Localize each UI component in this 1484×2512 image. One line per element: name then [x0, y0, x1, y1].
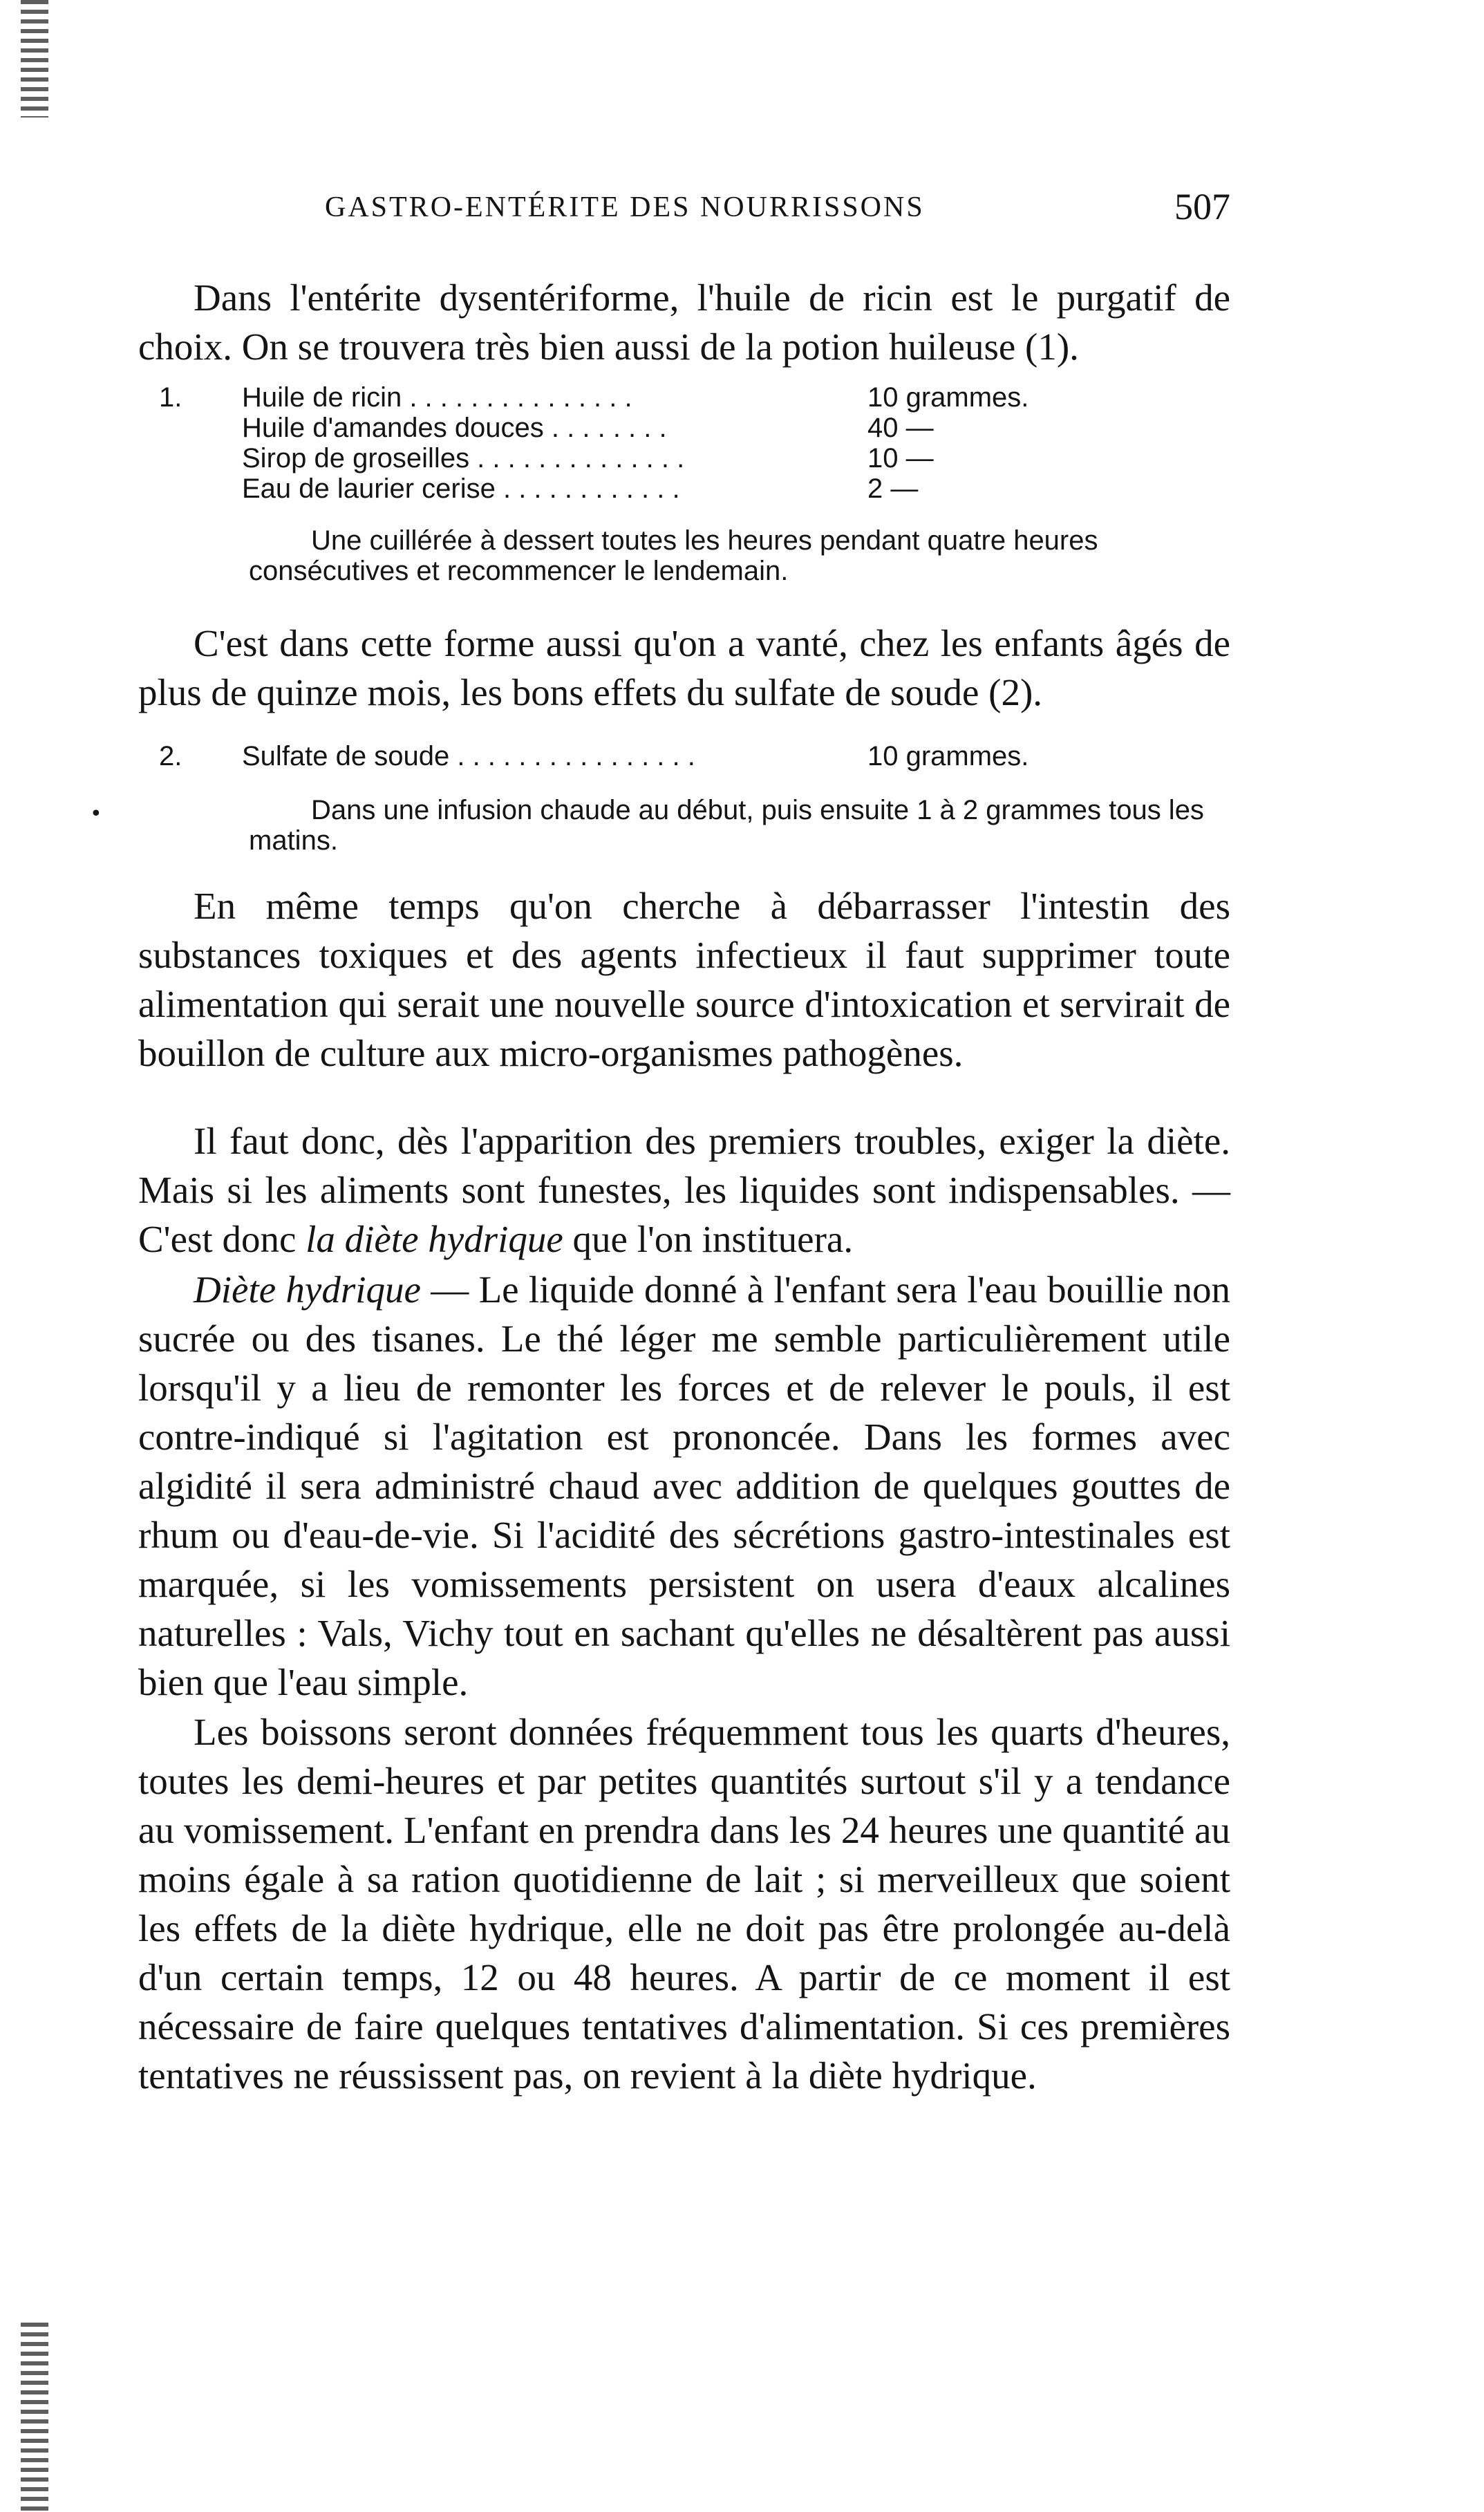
- recipe-2-note: Dans une infusion chaude au début, puis ensuite 1 à 2 grammes tous les matins.: [249, 795, 1204, 856]
- recipe-2-item: [242, 741, 1029, 771]
- recipe-1-item: [242, 443, 934, 474]
- recipe-quantity: 10 grammes.: [867, 382, 1029, 413]
- paragraph-5-heading: Diète hydrique: [194, 1268, 421, 1311]
- recipe-quantity: 2 —: [867, 474, 919, 504]
- recipe-1-note: Une cuillérée à dessert toutes les heures pendant quatre heures consécutives et recommencer le lendemain.: [249, 525, 1098, 586]
- recipe-2-number: 2.: [159, 741, 182, 771]
- paragraph-5: [138, 1265, 1230, 1707]
- page-edge-mark-top: [21, 0, 48, 118]
- recipe-1-item: [242, 382, 1029, 413]
- page-edge-mark-bottom: [21, 2323, 48, 2512]
- recipe-ingredient: Sirop de groseilles . . . . . . . . . . . . . .: [242, 443, 685, 474]
- page-number: 507: [1174, 186, 1230, 227]
- recipe-1-item: [242, 413, 934, 443]
- recipe-quantity: 10 grammes.: [867, 741, 1029, 771]
- recipe-ingredient: Huile d'amandes douces . . . . . . . .: [242, 413, 667, 443]
- paragraph-4-emphasis: la diète hydrique: [306, 1218, 563, 1260]
- paragraph-2: C'est dans cette forme aussi qu'on a vanté, chez les enfants âgés de plus de quinze mois, les bons effets du sulfate de soude (2).: [138, 622, 1230, 713]
- paragraph-4-end: que l'on instituera.: [563, 1218, 854, 1260]
- paragraph-1: Dans l'entérite dysentériforme, l'huile de ricin est le purgatif de choix. On se trouvera très bien aussi de la potion huileuse (1).: [138, 276, 1230, 368]
- paragraph-5-text: — Le liquide donné à l'enfant sera l'eau bouillie non sucrée ou des tisanes. Le thé léger me semble particulièrement utile lorsqu'il y a lieu de remonter les forces et de relever le pouls, il est contre-indiqué si l'agitation est prononcée. Dans les formes avec algidité il sera administré chaud avec addition de quelques gouttes de rhum ou d'eau-de-vie. Si l'acidité des sécrétions gastro-intestinales est marquée, si les vomissements persistent on usera d'eaux alcalines naturelles : Vals, Vichy tout en sachant qu'elles ne désaltèrent pas aussi bien que l'eau simple.: [138, 1268, 1230, 1703]
- paragraph-4-text: Il faut donc, dès l'apparition des premiers troubles, exiger la diète. Mais si les aliments sont funestes, les liquides sont indispensables. — C'est donc: [138, 1120, 1230, 1260]
- recipe-1-number: 1.: [159, 382, 182, 413]
- recipe-quantity: 10 —: [867, 443, 934, 474]
- running-head: [325, 186, 1230, 232]
- running-title: GASTRO-ENTÉRITE DES NOURRISSONS: [325, 191, 925, 223]
- recipe-quantity: 40 —: [867, 413, 934, 443]
- paragraph-6: Les boissons seront données fréquemment tous les quarts d'heures, toutes les demi-heures et par petites quantités surtout s'il y a tendance au vomissement. L'enfant en prendra dans les 24 heures une quantité au moins égale à sa ration quotidienne de lait ; si merveilleux que soient les effets de la diète hydrique, elle ne doit pas être prolongée au-delà d'un certain temps, 12 ou 48 heures. A partir de ce moment il est nécessaire de faire quelques tentatives d'alimentation. Si ces premières tentatives ne réussissent pas, on revient à la diète hydrique.: [138, 1711, 1230, 2097]
- recipe-ingredient: Huile de ricin . . . . . . . . . . . . . . .: [242, 382, 632, 413]
- paragraph-4: [138, 1116, 1230, 1264]
- recipe-1-item: [242, 474, 919, 504]
- recipe-ingredient: Sulfate de soude . . . . . . . . . . . . . . . .: [242, 741, 695, 771]
- paragraph-3: En même temps qu'on cherche à débarrasser l'intestin des substances toxiques et des agents infectieux il faut supprimer toute alimentation qui serait une nouvelle source d'intoxication et servirait de bouillon de culture aux micro-organismes pathogènes.: [138, 885, 1230, 1074]
- margin-dot: •: [90, 802, 102, 826]
- recipe-ingredient: Eau de laurier cerise . . . . . . . . . . . .: [242, 474, 680, 504]
